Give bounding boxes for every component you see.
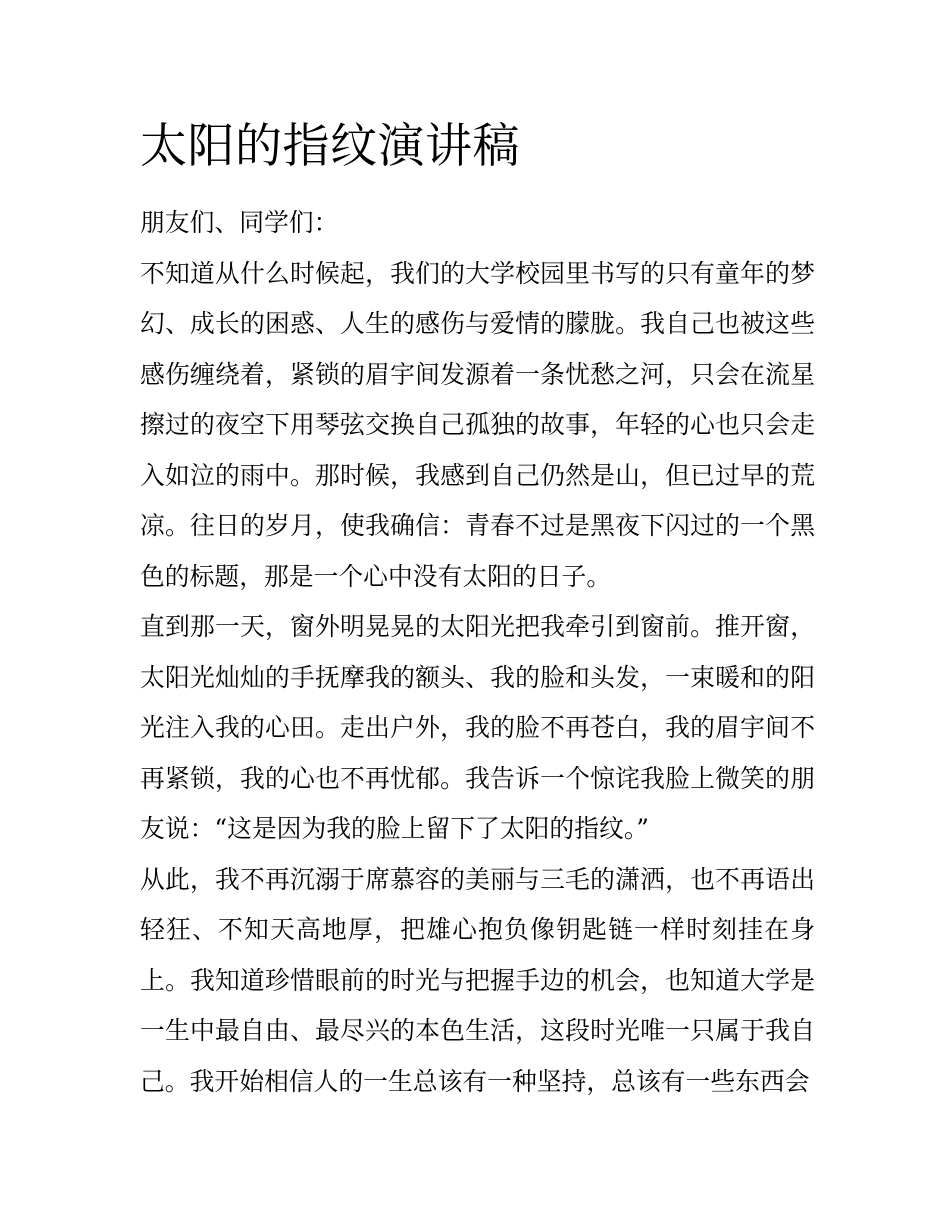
salutation-paragraph: 朋友们、同学们：: [140, 208, 339, 237]
body-paragraph-3: 从此，我不再沉溺于席慕容的美丽与三毛的潇洒，也不再语出轻狂、不知天高地厚，把雄心抱负像钥匙链一样时刻挂在身上。我知道珍惜眼前的时光与把握手边的机会，也知道大学是一生中最自由、最尽兴的本色生活，这段时光唯一只属于我自己。我开始相信人的一生总该有一种坚持，总该有一些东西会: [140, 864, 815, 1096]
document-title: 太阳的指纹演讲稿: [140, 119, 520, 174]
document-body: [140, 112, 815, 1107]
body-paragraph-1: 不知道从什么时候起，我们的大学校园里书写的只有童年的梦幻、成长的困惑、人生的感伤与爱情的朦胧。我自己也被这些感伤缠绕着，紧锁的眉宇间发源着一条忧愁之河，只会在流星擦过的夜空下用琴弦交换自己孤独的故事，年轻的心也只会走入如泣的雨中。那时候，我感到自己仍然是山，但已过早的荒凉。往日的岁月，使我确信：青春不过是黑夜下闪过的一个黑色的标题，那是一个心中没有太阳的日子。: [140, 258, 815, 591]
body-paragraph-2: 直到那一天，窗外明晃晃的太阳光把我牵引到窗前。推开窗，太阳光灿灿的手抚摩我的额头、我的脸和头发，一束暖和的阳光注入我的心田。走出户外，我的脸不再苍白，我的眉宇间不再紧锁，我的心也不再忧郁。我告诉一个惊诧我脸上微笑的朋友说：“这是因为我的脸上留下了太阳的指纹。”: [140, 612, 815, 843]
